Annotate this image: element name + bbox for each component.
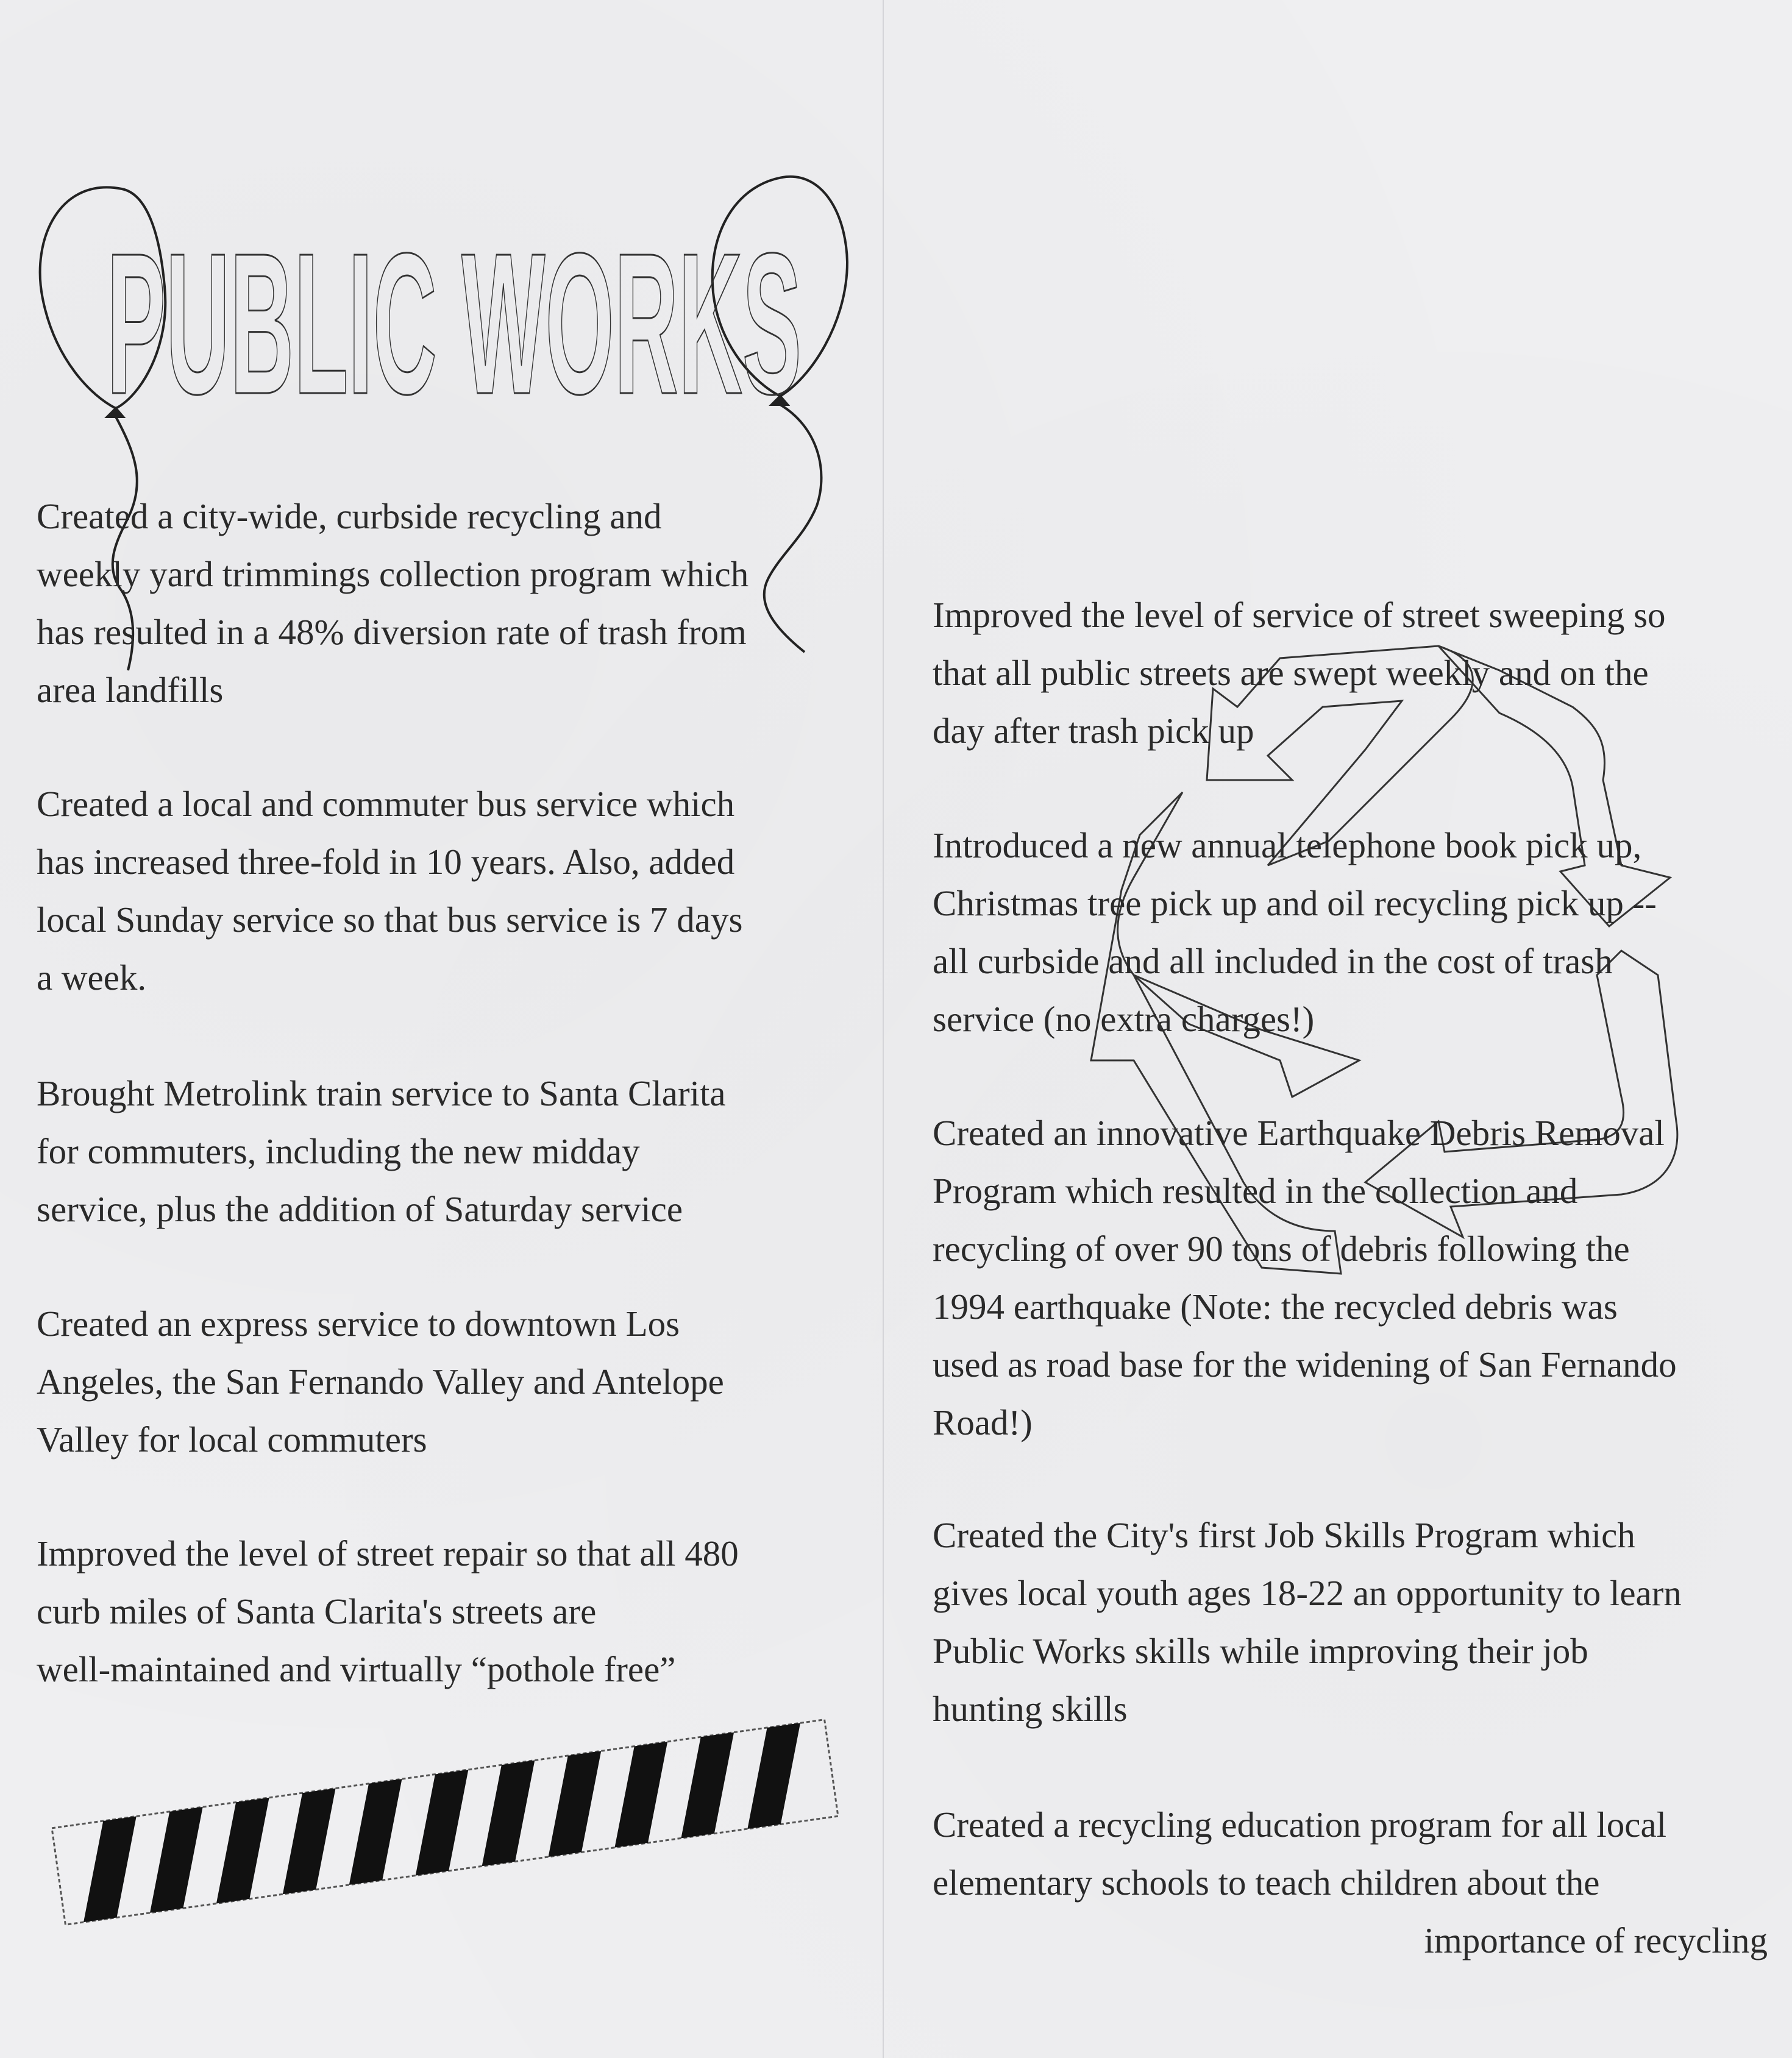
item-line: hunting skills (933, 1689, 1128, 1729)
item-line: has resulted in a 48% diversion rate of trash from (37, 612, 747, 652)
item-line: curb miles of Santa Clarita's streets are (37, 1591, 597, 1631)
item-line: 1994 earthquake (Note: the recycled debris was (933, 1286, 1618, 1327)
item-line: Valley for local commuters (37, 1419, 427, 1460)
page-title: PUBLIC WORKS (107, 211, 802, 436)
accomplishment-item (933, 817, 1657, 1048)
item-line: Created a local and commuter bus service which (37, 784, 735, 824)
item-line: Brought Metrolink train service to Santa Clarita (37, 1073, 726, 1113)
item-line: recycling of over 90 tons of debris following the (933, 1229, 1630, 1269)
item-line: elementary schools to teach children about the (933, 1862, 1600, 1903)
item-line: Public Works skills while improving their job (933, 1631, 1588, 1671)
item-line: has increased three-fold in 10 years. Also, added (37, 842, 735, 882)
item-line: weekly yard trimmings collection program which (37, 554, 749, 594)
striped-barricade-icon (49, 1719, 841, 1926)
item-line: for commuters, including the new midday (37, 1131, 640, 1171)
item-line: Introduced a new annual telephone book pick up, (933, 825, 1642, 865)
accomplishment-item (933, 1104, 1677, 1452)
item-line: used as road base for the widening of San Fernando (933, 1344, 1677, 1385)
item-line: gives local youth ages 18-22 an opportunity to learn (933, 1573, 1682, 1613)
item-line: service (no extra charges!) (933, 999, 1315, 1039)
item-line: Created a recycling education program for all local (933, 1804, 1667, 1845)
item-line: that all public streets are swept weekly and on the (933, 653, 1649, 693)
item-line: well-maintained and virtually “pothole free” (37, 1649, 676, 1689)
right-panel (884, 0, 1792, 2058)
accomplishment-item (37, 488, 748, 719)
item-line: all curbside and all included in the cost of trash (933, 941, 1613, 981)
accomplishment-item (933, 1796, 1666, 1912)
item-line: Created a city-wide, curbside recycling and (37, 496, 662, 536)
item-line: day after trash pick up (933, 711, 1254, 751)
left-panel (0, 0, 883, 2058)
item-line: Created the City's first Job Skills Program which (933, 1515, 1635, 1555)
item-line: Created an express service to downtown Los (37, 1304, 680, 1344)
accomplishment-item (37, 1065, 726, 1238)
item-line: local Sunday service so that bus service is 7 days (37, 899, 743, 940)
item-line: Christmas tree pick up and oil recycling pick up -- (933, 883, 1657, 923)
accomplishment-item (37, 775, 742, 1007)
item-line: Angeles, the San Fernando Valley and Antelope (37, 1361, 724, 1402)
accomplishment-item (933, 586, 1666, 760)
item-line: service, plus the addition of Saturday service (37, 1189, 683, 1229)
item-line: a week. (37, 957, 147, 998)
accomplishment-item (933, 1506, 1682, 1738)
item-line: importance of recycling (1424, 1920, 1768, 1960)
item-line: area landfills (37, 670, 224, 710)
item-line: Created an innovative Earthquake Debris Removal (933, 1113, 1665, 1153)
accomplishment-item (37, 1295, 724, 1469)
item-line: Road!) (933, 1402, 1033, 1442)
accomplishment-item (37, 1525, 739, 1698)
item-line: Improved the level of service of street sweeping so (933, 595, 1666, 635)
item-line: Program which resulted in the collection and (933, 1171, 1578, 1211)
item-line: Improved the level of street repair so that all 480 (37, 1533, 739, 1574)
